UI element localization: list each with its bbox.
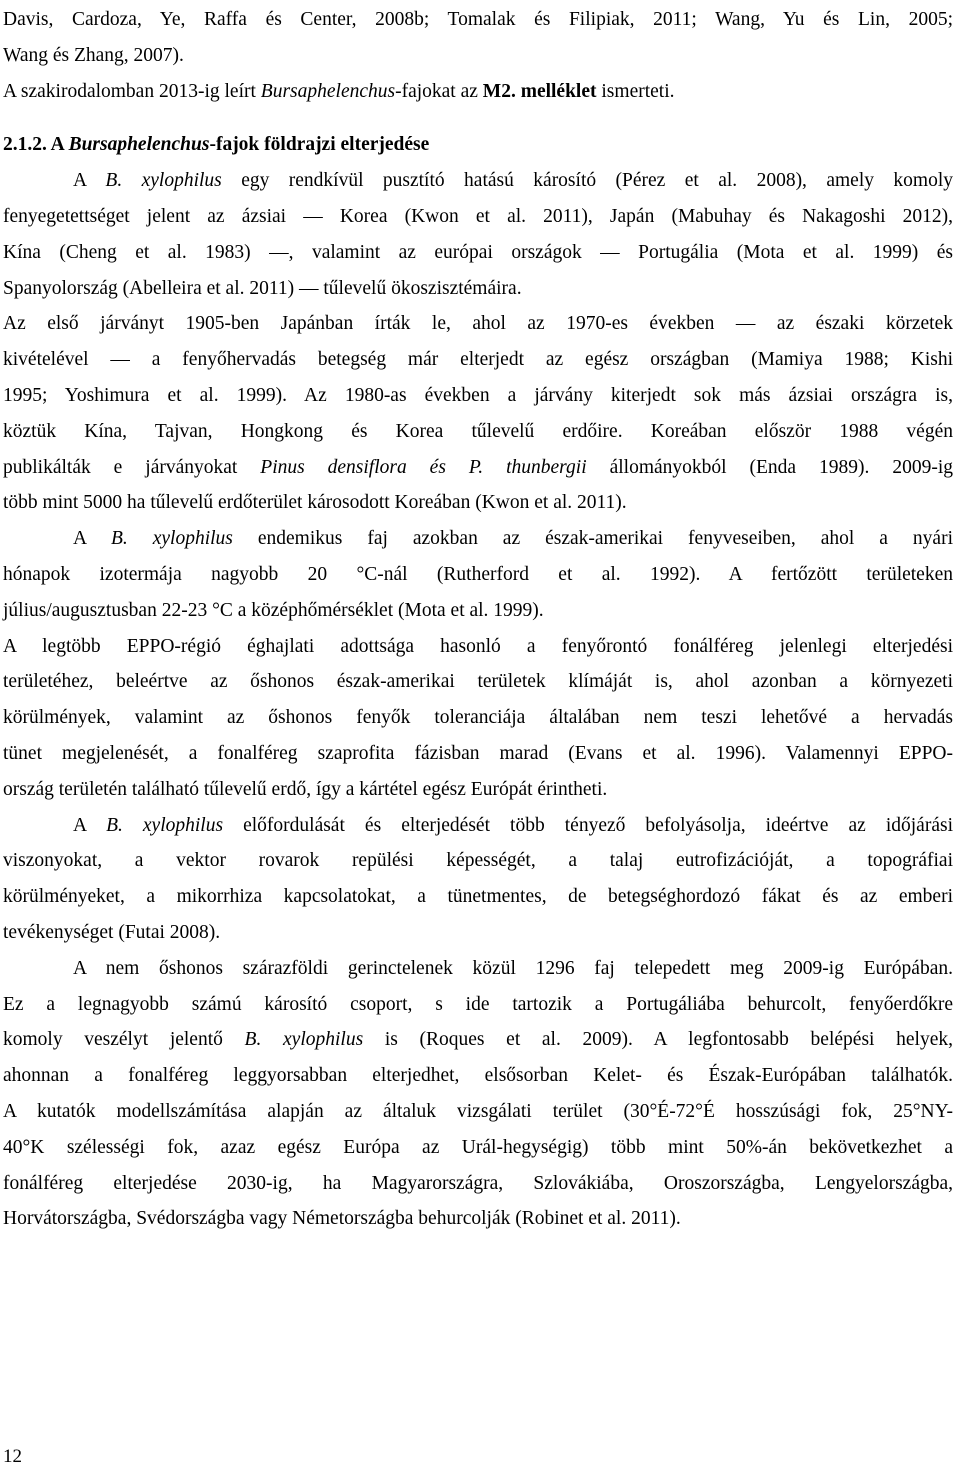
text-line: ország területén található tűlevelű erdő, így a kártétel egész Európát érintheti.: [3, 778, 608, 800]
text-line: [3, 450, 953, 486]
text-line: hónapok izotermája nagyobb 20 °C-nál (Rutherford et al. 1992). A fertőzött területeken: [3, 563, 953, 585]
text-line: 40°K szélességi fok, azaz egész Európa az Urál-hegységig) több mint 50%-án bekövetkezhet a: [3, 1136, 953, 1158]
text-line: július/augusztusban 22-23 °C a középhőmérséklet (Mota et al. 1999).: [3, 599, 544, 621]
species-name: B. xylophilus: [106, 814, 224, 836]
text-line: [3, 74, 953, 110]
text-line: fonálféreg elterjedése 2030-ig, ha Magyarországra, Szlovákiába, Oroszországba, Lengyelországba,: [3, 1172, 953, 1194]
heading-number: 2.1.2. A: [3, 134, 69, 156]
text-line: körülmények, valamint az őshonos fenyők toleranciája általában nem teszi lehetővé a hervadás: [3, 707, 953, 729]
text-line: Kína (Cheng et al. 1983) —, valamint az európai országok — Portugália (Mota et al. 1999) és: [3, 241, 953, 263]
text-line: Spanyolország (Abelleira et al. 2011) — tűlevelű ökoszisztémáira.: [3, 277, 522, 299]
text-line: Horvátországba, Svédországba vagy Németországba behurcolják (Robinet et al. 2011).: [3, 1208, 681, 1230]
species-name: B. xylophilus: [105, 170, 222, 192]
text-run: is (Roques et al. 2009). A legfontosabb belépési helyek,: [363, 1029, 953, 1051]
heading-text: -fajok földrajzi elterjedése: [209, 134, 430, 156]
text-line: [3, 521, 953, 557]
body-text: [3, 0, 953, 1237]
text-line: tünet megjelenését, a fonalféreg szaprofita fázisban marad (Evans et al. 1996). Valamennyi EPPO-: [3, 742, 953, 764]
text-line: körülményeket, a mikorrhiza kapcsolatokat, a tünetmentes, de betegséghordozó fákat és az emberi: [3, 886, 953, 908]
text-run: A: [73, 528, 111, 550]
text-run: komoly veszélyt jelentő: [3, 1029, 245, 1051]
text-run: állományokból (Enda 1989). 2009-ig: [586, 456, 953, 478]
text-line: területéhez, beleértve az őshonos észak-amerikai területek klímáját is, ahol azonban a környezeti: [3, 671, 953, 693]
text-line: A kutatók modellszámítása alapján az általuk vizsgálati terület (30°É-72°É hosszúsági fok, 25°NY-: [3, 1100, 953, 1122]
text-run: egy rendkívül pusztító hatású károsító (Pérez et al. 2008), amely komoly: [221, 170, 953, 192]
page-number: 12: [3, 1446, 22, 1467]
text-run: A: [73, 170, 106, 192]
text-line: tevékenységet (Futai 2008).: [3, 921, 221, 943]
text-run: előfordulását és elterjedését több tényező befolyásolja, ideértve az időjárási: [223, 814, 953, 836]
text-line: viszonyokat, a vektor rovarok repülési képességét, a talaj eutrofizációját, a topográfiai: [3, 850, 953, 872]
heading-genus: Bursaphelenchus: [68, 134, 210, 156]
text-run: és: [406, 456, 469, 478]
text-run: ismerteti.: [596, 80, 675, 102]
text-line: ahonnan a fonalféreg leggyorsabban elterjedhet, elsősorban Kelet- és Észak-Európában találhatók.: [3, 1065, 953, 1087]
text-line: A legtöbb EPPO-régió éghajlati adottsága hasonló a fenyőrontó fonálféreg jelenlegi elterjedési: [3, 635, 953, 657]
text-line: több mint 5000 ha tűlevelű erdőterület károsodott Koreában (Kwon et al. 2011).: [3, 492, 627, 514]
text-line: Az első járványt 1905-ben Japánban írták le, ahol az 1970-es években — az északi körzetek: [3, 313, 953, 335]
spacer: [3, 109, 953, 127]
text-line: [3, 163, 953, 199]
section-heading: [3, 127, 953, 163]
species-name: Pinus densiflora: [260, 456, 407, 478]
text-run: publikálták e járványokat: [3, 456, 261, 478]
text-line: 1995; Yoshimura et al. 1999). Az 1980-as években a járvány kiterjedt sok más ázsiai országra is,: [3, 384, 953, 406]
text-line: Davis, Cardoza, Ye, Raffa és Center, 2008b; Tomalak és Filipiak, 2011; Wang, Yu és Lin, 2005;: [3, 9, 953, 30]
annex-reference: M2. melléklet: [482, 80, 597, 102]
species-name: P. thunbergii: [468, 456, 587, 478]
text-line: [3, 1022, 953, 1058]
text-line: fenyegetettséget jelent az ázsiai — Korea (Kwon et al. 2011), Japán (Mabuhay és Nakagoshi 2012),: [3, 205, 953, 227]
text-run: -fajokat az: [395, 80, 483, 102]
text-line: kivételével — a fenyőhervadás betegség már elterjedt az egész országban (Mamiya 1988; Kishi: [3, 349, 953, 371]
genus-name: Bursaphelenchus: [260, 80, 396, 102]
text-run: A: [73, 814, 107, 836]
species-name: B. xylophilus: [244, 1029, 364, 1051]
text-line: köztük Kína, Tajvan, Hongkong és Korea tűlevelű erdőire. Koreában először 1988 végén: [3, 420, 953, 442]
text-run: A szakirodalomban 2013-ig leírt: [3, 80, 261, 102]
text-line: [3, 808, 953, 844]
text-run: endemikus faj azokban az észak-amerikai fenyveseiben, ahol a nyári: [232, 528, 953, 550]
text-line: A nem őshonos szárazföldi gerinctelenek közül 1296 faj telepedett meg 2009-ig Európában.: [73, 957, 953, 979]
species-name: B. xylophilus: [110, 528, 233, 550]
text-line: Wang és Zhang, 2007).: [3, 44, 184, 66]
text-line: Ez a legnagyobb számú károsító csoport, s ide tartozik a Portugáliába behurcolt, fenyőerdőkre: [3, 993, 953, 1015]
